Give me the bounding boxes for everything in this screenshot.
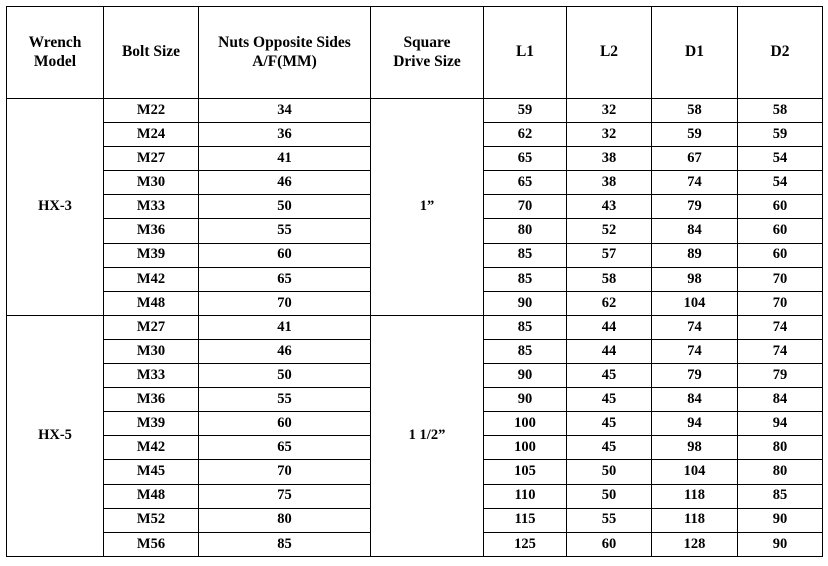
d1-cell: 84 [652, 219, 738, 243]
nuts-af-cell: 34 [199, 99, 371, 123]
nuts-af-cell: 55 [199, 219, 371, 243]
l1-cell: 90 [484, 364, 567, 388]
table-row [7, 315, 823, 339]
l2-cell: 58 [567, 267, 652, 291]
d1-cell: 89 [652, 243, 738, 267]
d1-cell: 58 [652, 99, 738, 123]
table-row [7, 99, 823, 123]
bolt-size-cell: M27 [104, 315, 199, 339]
l1-cell: 85 [484, 243, 567, 267]
header-d1: D1 [652, 7, 738, 99]
d2-cell: 60 [738, 195, 823, 219]
d2-cell: 60 [738, 243, 823, 267]
d1-cell: 128 [652, 532, 738, 556]
d1-cell: 79 [652, 364, 738, 388]
d2-cell: 94 [738, 412, 823, 436]
d2-cell: 74 [738, 315, 823, 339]
l2-cell: 38 [567, 147, 652, 171]
square-drive-cell: 1” [371, 99, 484, 316]
header-l1: L1 [484, 7, 567, 99]
d1-cell: 118 [652, 508, 738, 532]
nuts-af-cell: 50 [199, 195, 371, 219]
bolt-size-cell: M30 [104, 171, 199, 195]
d1-cell: 79 [652, 195, 738, 219]
l1-cell: 110 [484, 484, 567, 508]
d2-cell: 74 [738, 339, 823, 363]
l2-cell: 44 [567, 339, 652, 363]
l2-cell: 45 [567, 412, 652, 436]
l1-cell: 85 [484, 267, 567, 291]
header-l2: L2 [567, 7, 652, 99]
nuts-af-cell: 65 [199, 436, 371, 460]
l1-cell: 59 [484, 99, 567, 123]
l1-cell: 100 [484, 412, 567, 436]
l1-cell: 90 [484, 388, 567, 412]
l2-cell: 45 [567, 364, 652, 388]
wrench-model-cell: HX-5 [7, 315, 104, 556]
d2-cell: 59 [738, 123, 823, 147]
table-body [7, 99, 823, 557]
d1-cell: 104 [652, 291, 738, 315]
l1-cell: 65 [484, 147, 567, 171]
bolt-size-cell: M36 [104, 388, 199, 412]
d1-cell: 74 [652, 339, 738, 363]
l2-cell: 52 [567, 219, 652, 243]
nuts-af-cell: 41 [199, 315, 371, 339]
l2-cell: 38 [567, 171, 652, 195]
bolt-size-cell: M33 [104, 364, 199, 388]
d1-cell: 94 [652, 412, 738, 436]
bolt-size-cell: M39 [104, 412, 199, 436]
nuts-af-cell: 46 [199, 339, 371, 363]
l2-cell: 50 [567, 460, 652, 484]
bolt-size-cell: M56 [104, 532, 199, 556]
d2-cell: 80 [738, 460, 823, 484]
d2-cell: 70 [738, 291, 823, 315]
header-bolt-size: Bolt Size [104, 7, 199, 99]
l1-cell: 70 [484, 195, 567, 219]
d2-cell: 85 [738, 484, 823, 508]
nuts-af-cell: 41 [199, 147, 371, 171]
d2-cell: 79 [738, 364, 823, 388]
l1-cell: 90 [484, 291, 567, 315]
l1-cell: 62 [484, 123, 567, 147]
nuts-af-cell: 50 [199, 364, 371, 388]
header-nuts-opposite-sides: Nuts Opposite Sides A/F(MM) [199, 7, 371, 99]
bolt-size-cell: M39 [104, 243, 199, 267]
d1-cell: 104 [652, 460, 738, 484]
d1-cell: 98 [652, 267, 738, 291]
nuts-af-cell: 75 [199, 484, 371, 508]
l2-cell: 32 [567, 99, 652, 123]
bolt-size-cell: M42 [104, 267, 199, 291]
bolt-size-cell: M52 [104, 508, 199, 532]
l2-cell: 60 [567, 532, 652, 556]
l1-cell: 85 [484, 339, 567, 363]
l1-cell: 115 [484, 508, 567, 532]
wrench-model-cell: HX-3 [7, 99, 104, 316]
nuts-af-cell: 60 [199, 412, 371, 436]
l1-cell: 85 [484, 315, 567, 339]
header-row [7, 7, 823, 99]
d1-cell: 74 [652, 315, 738, 339]
d1-cell: 118 [652, 484, 738, 508]
nuts-af-cell: 60 [199, 243, 371, 267]
l2-cell: 45 [567, 388, 652, 412]
square-drive-cell: 1 1/2” [371, 315, 484, 556]
nuts-af-cell: 55 [199, 388, 371, 412]
l2-cell: 50 [567, 484, 652, 508]
bolt-size-cell: M24 [104, 123, 199, 147]
nuts-af-cell: 85 [199, 532, 371, 556]
l2-cell: 55 [567, 508, 652, 532]
nuts-af-cell: 46 [199, 171, 371, 195]
bolt-size-cell: M27 [104, 147, 199, 171]
d2-cell: 70 [738, 267, 823, 291]
l2-cell: 44 [567, 315, 652, 339]
l1-cell: 65 [484, 171, 567, 195]
l1-cell: 80 [484, 219, 567, 243]
d2-cell: 54 [738, 147, 823, 171]
d2-cell: 60 [738, 219, 823, 243]
bolt-size-cell: M42 [104, 436, 199, 460]
d1-cell: 59 [652, 123, 738, 147]
d2-cell: 90 [738, 508, 823, 532]
l2-cell: 32 [567, 123, 652, 147]
nuts-af-cell: 65 [199, 267, 371, 291]
bolt-size-cell: M36 [104, 219, 199, 243]
header-square-drive-size: Square Drive Size [371, 7, 484, 99]
bolt-size-cell: M45 [104, 460, 199, 484]
d1-cell: 67 [652, 147, 738, 171]
nuts-af-cell: 70 [199, 460, 371, 484]
l1-cell: 100 [484, 436, 567, 460]
bolt-size-cell: M22 [104, 99, 199, 123]
l2-cell: 57 [567, 243, 652, 267]
nuts-af-cell: 36 [199, 123, 371, 147]
l1-cell: 105 [484, 460, 567, 484]
bolt-size-cell: M30 [104, 339, 199, 363]
d2-cell: 54 [738, 171, 823, 195]
d2-cell: 80 [738, 436, 823, 460]
bolt-size-cell: M33 [104, 195, 199, 219]
header-d2: D2 [738, 7, 823, 99]
d2-cell: 90 [738, 532, 823, 556]
l2-cell: 43 [567, 195, 652, 219]
d2-cell: 84 [738, 388, 823, 412]
l2-cell: 45 [567, 436, 652, 460]
d1-cell: 98 [652, 436, 738, 460]
bolt-size-cell: M48 [104, 484, 199, 508]
l1-cell: 125 [484, 532, 567, 556]
l2-cell: 62 [567, 291, 652, 315]
d1-cell: 84 [652, 388, 738, 412]
d1-cell: 74 [652, 171, 738, 195]
wrench-spec-table [6, 6, 823, 557]
d2-cell: 58 [738, 99, 823, 123]
nuts-af-cell: 80 [199, 508, 371, 532]
header-wrench-model: Wrench Model [7, 7, 104, 99]
nuts-af-cell: 70 [199, 291, 371, 315]
bolt-size-cell: M48 [104, 291, 199, 315]
